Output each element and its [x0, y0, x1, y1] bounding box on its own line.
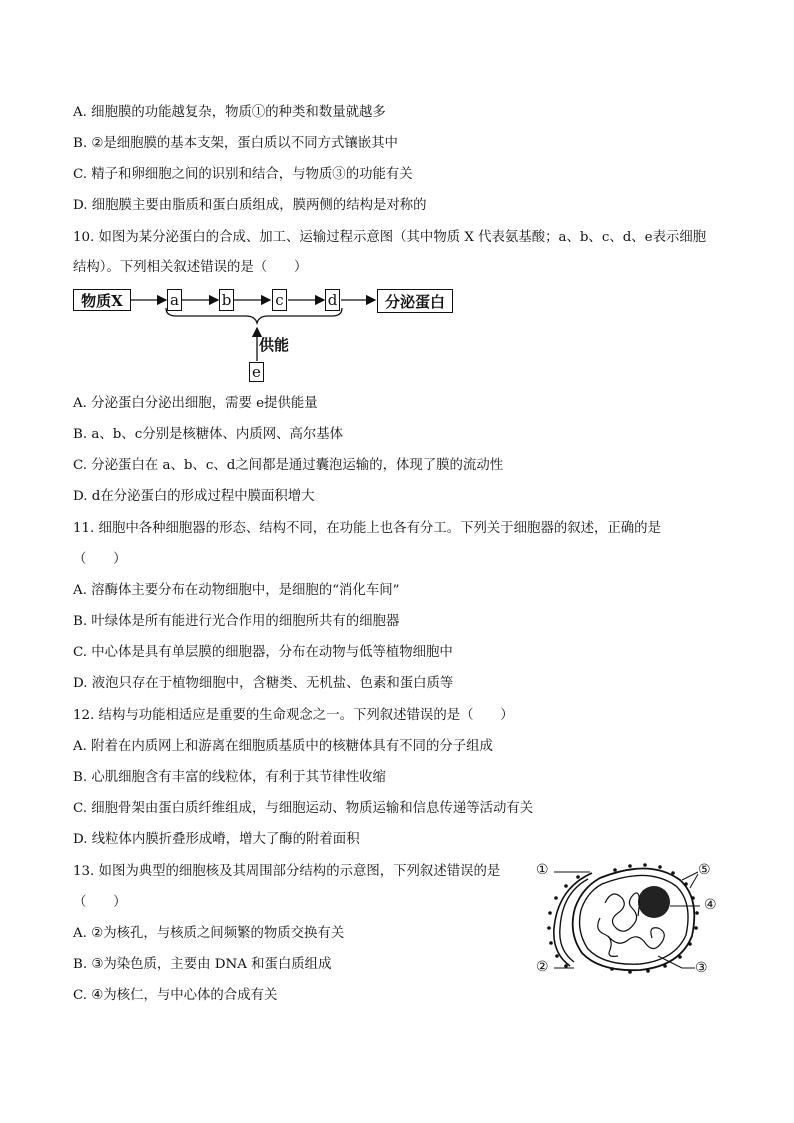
q13-stem-line1: 13. 如图为典型的细胞核及其周围部分结构的示意图，下列叙述错误的是: [73, 864, 501, 879]
q11-stem-line1: 11. 细胞中各种细胞器的形态、结构不同，在功能上也各有分工。下列关于细胞器的叙述，正确的是: [73, 521, 661, 536]
q9-option-b: B. ②是细胞膜的基本支架，蛋白质以不同方式镶嵌其中: [73, 136, 398, 151]
q11-stem-line2: （ ）: [73, 552, 127, 567]
node-c-box: c: [272, 289, 287, 311]
q10-stem-line2: 结构）。下列相关叙述错误的是（ ）: [73, 260, 308, 275]
node-b-box: b: [219, 289, 234, 311]
q13-option-a: A. ②为核孔，与核质之间频繁的物质交换有关: [73, 926, 345, 941]
label-3: ③: [695, 960, 708, 976]
energy-label: 供能: [259, 336, 290, 354]
q12-option-d: D. 线粒体内膜折叠形成嵴，增大了酶的附着面积: [73, 832, 360, 847]
q11-option-d: D. 液泡只存在于植物细胞中，含糖类、无机盐、色素和蛋白质等: [73, 676, 454, 691]
label-4: ④: [704, 897, 717, 913]
q13-stem-line2: （ ）: [73, 895, 127, 910]
node-e-box: e: [249, 362, 264, 382]
q11-option-b: B. 叶绿体是所有能进行光合作用的细胞所共有的细胞器: [73, 614, 400, 629]
q9-option-c: C. 精子和卵细胞之间的识别和结合，与物质③的功能有关: [73, 167, 413, 182]
q10-option-c: C. 分泌蛋白在 a、b、c、d之间都是通过囊泡运输的，体现了膜的流动性: [73, 458, 504, 473]
q13-option-b: B. ③为染色质，主要由 DNA 和蛋白质组成: [73, 957, 332, 972]
node-a-box: a: [167, 289, 182, 311]
q9-option-d: D. 细胞膜主要由脂质和蛋白质组成，膜两侧的结构是对称的: [73, 198, 427, 213]
q10-option-d: D. d在分泌蛋白的形成过程中膜面积增大: [73, 489, 315, 504]
q9-option-a: A. 细胞膜的功能越复杂，物质①的种类和数量就越多: [73, 105, 386, 120]
label-5: ⑤: [698, 862, 711, 878]
q12-option-b: B. 心肌细胞含有丰富的线粒体，有利于其节律性收缩: [73, 770, 386, 785]
q12-stem: 12. 结构与功能相适应是重要的生命观念之一。下列叙述错误的是（ ）: [73, 708, 514, 723]
q12-option-c: C. 细胞骨架由蛋白质纤维组成，与细胞运动、物质运输和信息传递等活动有关: [73, 801, 534, 816]
q11-option-c: C. 中心体是具有单层膜的细胞器，分布在动物与低等植物细胞中: [73, 645, 453, 660]
q13-option-c: C. ④为核仁，与中心体的合成有关: [73, 988, 278, 1003]
label-2: ②: [536, 959, 549, 975]
secreted-protein-box: 分泌蛋白: [377, 289, 453, 313]
substance-x-box: 物质X: [73, 289, 131, 311]
label-1: ①: [536, 862, 549, 878]
node-d-box: d: [325, 289, 340, 311]
q10-stem-line1: 10. 如图为某分泌蛋白的合成、加工、运输过程示意图（其中物质 X 代表氨基酸；a、b、c、d、e表示细胞: [73, 230, 707, 245]
nucleus-diagram: [530, 858, 730, 983]
q12-option-a: A. 附着在内质网上和游离在细胞质基质中的核糖体具有不同的分子组成: [73, 739, 493, 754]
q10-option-b: B. a、b、c分别是核糖体、内质网、高尔基体: [73, 427, 344, 442]
q11-option-a: A. 溶酶体主要分布在动物细胞中，是细胞的“消化车间”: [73, 583, 400, 598]
q10-option-a: A. 分泌蛋白分泌出细胞，需要 e提供能量: [73, 396, 318, 411]
